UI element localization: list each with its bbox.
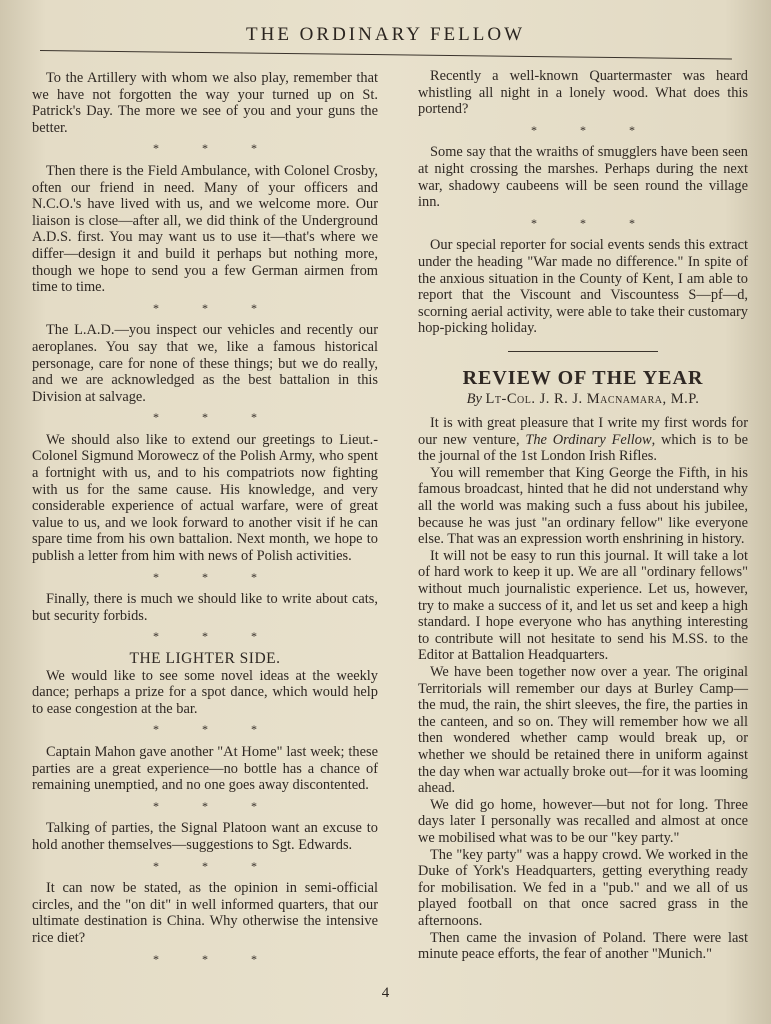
right-column bbox=[418, 68, 748, 963]
paragraph-signal-platoon: Talking of parties, the Signal Platoon want an excuse to hold another themselves—suggestions to Sgt. Edwards. bbox=[32, 820, 378, 853]
paragraph-lad: The L.A.D.—you inspect our vehicles and recently our aeroplanes. You say that we, like a famous historical personage, care for none of these things; but we do really, and we are acknowledged as the best battalion in this Division at salvage. bbox=[32, 322, 378, 405]
paragraph-social-events: Our special reporter for social events sends this extract under the heading "War made no difference." In spite of the anxious situation in the County of Kent, I am able to report that the Viscount and Viscountess S—pf—d, scorning aerial activity, were able to take their customary hop-picking holiday. bbox=[418, 237, 748, 337]
paragraph-smugglers: Some say that the wraiths of smugglers have been seen at night crossing the marshes. Perhaps during the next war, shadowy caubeens will be seen round the village inn. bbox=[418, 144, 748, 211]
running-header: THE ORDINARY FELLOW bbox=[246, 24, 525, 45]
section-separator: * * * bbox=[153, 858, 277, 873]
paragraph-weekly-dance: We would like to see some novel ideas at the weekly dance; perhaps a prize for a spot dance, which would help to ease congestion at the bar. bbox=[32, 667, 378, 717]
section-separator: * * * bbox=[153, 951, 277, 966]
left-column bbox=[32, 70, 378, 973]
byline-prefix: By bbox=[466, 390, 482, 407]
review-paragraph-burley: We have been together now over a year. The original Territorials will remember our days at Burley Camp—the mud, the rain, the shirt sleeves, the fire, the parties in the canteen, and so on. They will remember how we all then wondered whether camp would break up, or whether we should be retained there in uniform against the day when war actually broke out—for it was looming ahead. bbox=[418, 664, 748, 797]
header-rule bbox=[40, 50, 732, 59]
lighter-side-heading: THE LIGHTER SIDE. bbox=[129, 650, 281, 667]
section-separator: * * * bbox=[531, 215, 655, 230]
paragraph-at-home: Captain Mahon gave another "At Home" last week; these parties are a great experience—no bottle has a chance of remaining unemptied, and no one goes away discontented. bbox=[32, 743, 378, 794]
section-separator: * * * bbox=[153, 141, 277, 156]
section-separator: * * * bbox=[153, 569, 277, 584]
article-divider bbox=[508, 351, 658, 352]
page-number: 4 bbox=[381, 985, 390, 1001]
article-title: REVIEW OF THE YEAR bbox=[462, 366, 704, 389]
section-separator: * * * bbox=[153, 300, 277, 315]
section-separator: * * * bbox=[153, 410, 277, 425]
paragraph-cats: Finally, there is much we should like to write about cats, but security forbids. bbox=[32, 591, 378, 624]
section-separator: * * * bbox=[153, 629, 277, 644]
paragraph-quartermaster: Recently a well-known Quartermaster was heard whistling all night in a lonely wood. What does this portend? bbox=[418, 68, 748, 118]
article-byline bbox=[418, 391, 748, 408]
paragraph-artillery: To the Artillery with whom we also play, remember that we have not forgotten the way your turned up on St. Patrick's Day. The more we see of you and your guns the better. bbox=[32, 70, 378, 136]
review-paragraph-poland: Then came the invasion of Poland. There were last minute peace efforts, the fear of another "Munich." bbox=[418, 929, 748, 963]
section-separator: * * * bbox=[531, 122, 655, 137]
byline-author: Lt-Col. J. R. J. Macnamara, M.P. bbox=[485, 390, 700, 407]
paragraph-polish-greetings: We should also like to extend our greetings to Lieut.-Colonel Sigmund Morowecz of the Polish Army, who spent a fortnight with us, and to his compatriots now fighting with us for the same cause. His knowledge, and very considerable experience of actual warfare, were of great value to us, and we look forward to another visit if he can spare time from his own battalion. Next month, we hope to publish a letter from him with news of Polish activities. bbox=[32, 431, 378, 565]
section-separator: * * * bbox=[153, 798, 277, 813]
review-paragraph-king: You will remember that King George the Fifth, in his famous broadcast, hinted that he did not understand why all the world was making such a fuss about his jubilee, because he was just "an ordinary fellow" like everyone else. That was an expression worth enshrining in history. bbox=[418, 464, 748, 548]
journal-name: The Ordinary Fellow bbox=[525, 431, 652, 448]
review-paragraph-intro: It is with great pleasure that I write my first words for our new venture, The Ordinary Fellow, which is to be the journal of the 1st London Irish Rifles. bbox=[418, 415, 748, 465]
paragraph-field-ambulance: Then there is the Field Ambulance, with Colonel Crosby, often our friend in need. Many of your officers and N.C.O.'s have lived with us, and we welcome more. Our liaison is close—after all, we did think of the Underground A.D.S. first. You may want us to use it—that's where we differ—design it and build it perhaps but nothing more, though we hope to send you a few German airmen from time to time. bbox=[32, 162, 378, 296]
paragraph-china: It can now be stated, as the opinion in semi-official circles, and the "on dit" in well informed quarters, that our ultimate destination is China. Why otherwise the intensive rice diet? bbox=[32, 880, 378, 946]
review-paragraph-key-party: The "key party" was a happy crowd. We worked in the Duke of York's Headquarters, getting everything ready for mobilisation. We fed in a "pub." and we all of us played football on that once sacred grass in the afternoons. bbox=[418, 846, 748, 929]
review-paragraph-home: We did go home, however—but not for long. Three days later I personally was recalled and almost at once we mobilised what was to be our "key party." bbox=[418, 796, 748, 846]
review-paragraph-journal: It will not be easy to run this journal. It will take a lot of hard work to keep it up. We are all "ordinary fellows" without much journalistic experience. Let us, however, try to make a success of it, and let us set and keep a high standard. I hope everyone who has anything interesting to contribute will not hesitate to send his M.SS. to the Editor at Battalion Headquarters. bbox=[418, 547, 748, 664]
section-separator: * * * bbox=[153, 722, 277, 737]
